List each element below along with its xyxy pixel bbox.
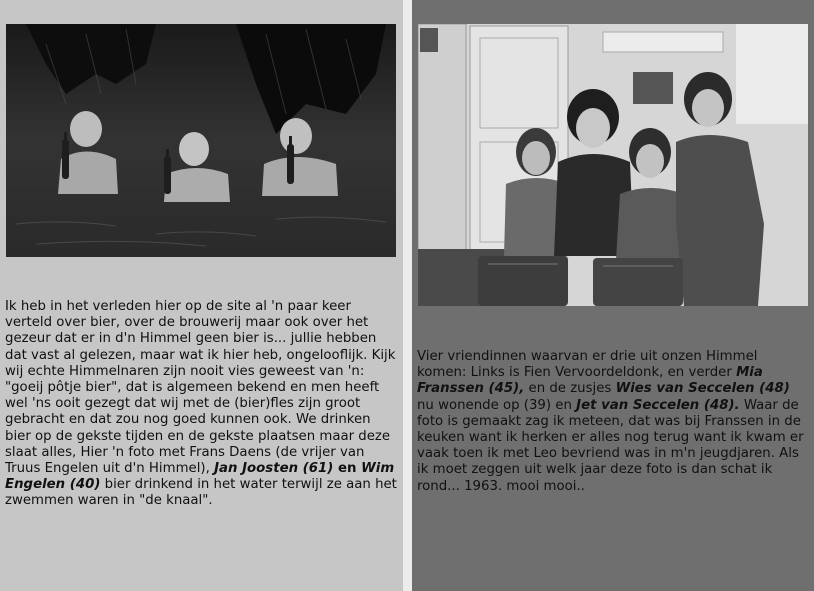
caption-text: en de zusjes [524, 381, 616, 397]
person-name: Wim Engelen (40) [5, 461, 395, 493]
caption-text: bier drinkend in het water terwijl ze aan het zwemmen waren in "de knaal". [5, 477, 397, 509]
right-caption [417, 349, 809, 495]
caption-text: nu wonende op (39) en [417, 397, 577, 413]
friends-photo [418, 24, 808, 306]
swimmers-photo [6, 24, 396, 257]
caption-text: Ik heb in het verleden hier op de site al 'n paar keer verteld over bier, over de brouwerij maar ook over het gezeur dat er in d'n Himmel geen bier is... jullie hebben dat vast al gelezen, maar wat ik hier heb, ongelooflijk. Kijk wij echte Himmelnaren zijn nooit vies geweest van 'n: "goeij pôtje bier", dat is algemeen bekend en men heeft wel 'ns ooit gezegt dat wij met de (bier)fles zijn groot gebracht en dat zou nog goed kunnen ook. We drinken bier op de gekste tijden en de gekste plaatsen maar deze slaat alles, Hier 'n foto met Frans Daens (de vrijer van Truus Engelen uit d'n Himmel), [5, 299, 396, 477]
caption-text: Vier vriendinnen waarvan er drie uit onzen Himmel komen: Links is Fien Vervoordeldonk, en verder [417, 349, 758, 381]
caption-text: Waar de foto is gemaakt zag ik meteen, dat was bij Franssen in de keuken want ik herken er alles nog terug want ik kwam er vaak toen ik met Leo bevriend was in m'n jeugdjaren. Als ik moet zeggen uit welk jaar deze foto is dan schat ik rond... 1963. mooi mooi.. [417, 397, 804, 494]
person-name: Wies van Seccelen (48) [615, 381, 790, 397]
person-name: Mia Franssen (45), [417, 365, 763, 397]
person-name: en [333, 461, 362, 477]
column-divider [403, 0, 412, 591]
left-caption [5, 299, 399, 510]
person-name: Jan Joosten (61) [214, 461, 334, 477]
person-name: Jet van Seccelen (48). [576, 397, 740, 413]
